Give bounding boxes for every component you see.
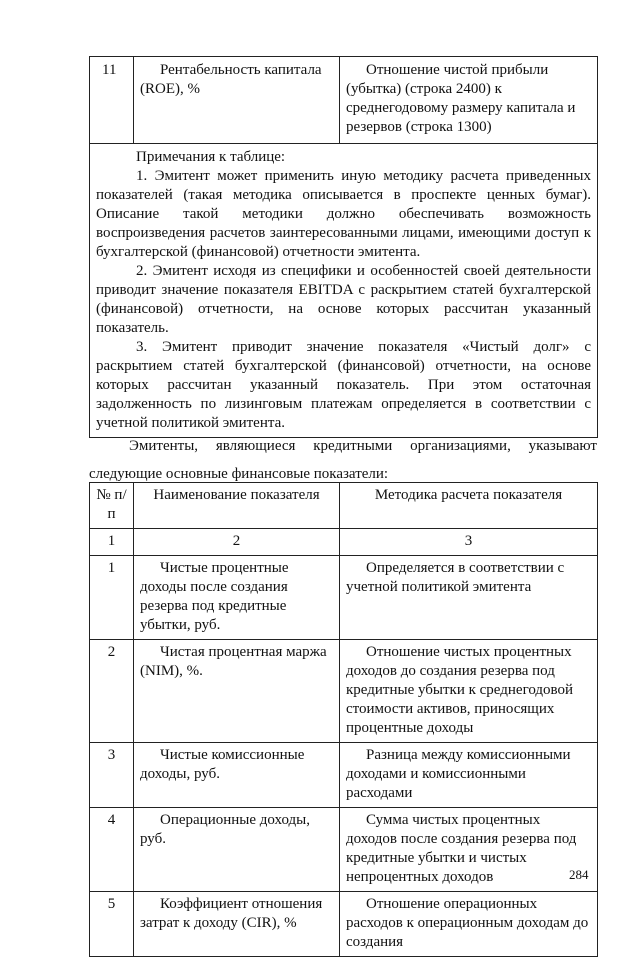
table-row [90,743,598,808]
table-row [90,556,598,640]
notes-row [90,144,598,438]
indicator-name: Рентабельность капитала (ROE), % [134,57,340,144]
table-header-row [90,483,598,529]
credit-org-indicators-table [89,482,598,957]
indicator-name: Коэффициент отношения затрат к доходу (CIR), % [134,892,340,957]
indicator-name: Операционные доходы, руб. [134,808,340,892]
table-row [90,808,598,892]
column-number: 1 [90,529,134,556]
column-numbers-row [90,529,598,556]
indicator-method: Разница между комиссионными доходами и комиссионными расходами [340,743,598,808]
note-item: 1. Эмитент может применить иную методику расчета приведенных показателей (такая методика описывается в проспекте ценных бумаг). Описание такой методики должно обеспечивать возможность воспроизведения расчетов заинтересованными лицами, имеющими доступ к бухгалтерской (финансовой) отчетности эмитента. [96,168,591,260]
table-row [90,640,598,743]
table-row [90,892,598,957]
indicator-name: Чистая процентная маржа (NIM), %. [134,640,340,743]
indicator-method: Отношение чистых процентных доходов до создания резерва под кредитные убытки к среднегодовой стоимости активов, приносящих процентные доходы [340,640,598,743]
table-notes [90,144,598,438]
note-item: 3. Эмитент приводит значение показателя «Чистый долг» с раскрытием статей бухгалтерской (финансовой) отчетности, на основе которых рассчитан указанный показатель. При этом остаточная задолженность по лизинговым платежам определяется в соответствии с учетной политикой эмитента. [96,339,591,431]
header-number: № п/п [90,483,134,529]
indicators-table-continued [89,56,598,438]
header-name: Наименование показателя [134,483,340,529]
column-number: 2 [134,529,340,556]
table-row [90,57,598,144]
indicator-method: Определяется в соответствии с учетной политикой эмитента [340,556,598,640]
indicator-method: Отношение чистой прибыли (убытка) (строка 2400) к среднегодовому размеру капитала и резервов (строка 1300) [340,57,598,144]
indicator-name: Чистые комиссионные доходы, руб. [134,743,340,808]
note-item: 2. Эмитент исходя из специфики и особенностей своей деятельности приводит значение показателя EBITDA с раскрытием статей бухгалтерской (финансовой) отчетности, на основе которых рассчитан указанный показатель. [96,263,591,336]
row-number: 3 [90,743,134,808]
page-number: 284 [569,867,589,882]
indicator-method: Отношение операционных расходов к операционным доходам до создания [340,892,598,957]
column-number: 3 [340,529,598,556]
header-method: Методика расчета показателя [340,483,598,529]
indicator-name: Чистые процентные доходы после создания резерва под кредитные убытки, руб. [134,556,340,640]
row-number: 4 [90,808,134,892]
row-number: 11 [90,57,134,144]
indicator-method: Сумма чистых процентных доходов после создания резерва под кредитные убытки и чистых непроцентных доходов [340,808,598,892]
intro-paragraph: Эмитенты, являющиеся кредитными организациями, указывают следующие основные финансовые показатели: [89,438,597,482]
row-number: 2 [90,640,134,743]
notes-heading: Примечания к таблице: [136,149,286,165]
row-number: 5 [90,892,134,957]
row-number: 1 [90,556,134,640]
